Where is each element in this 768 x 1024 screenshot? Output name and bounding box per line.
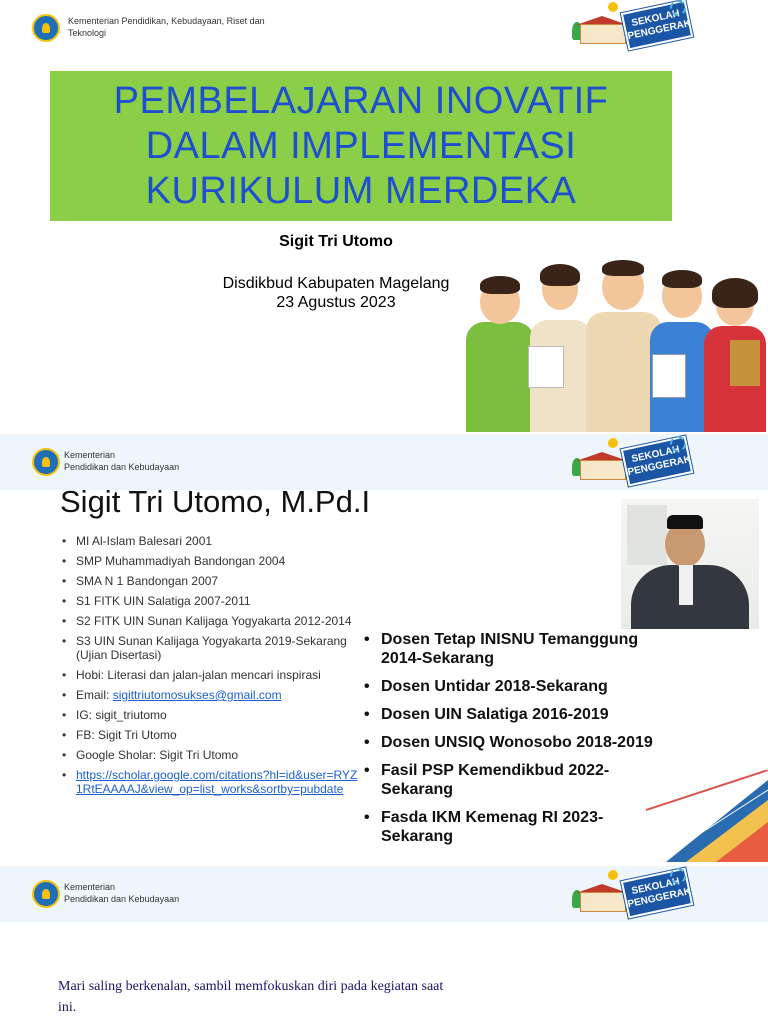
list-item: • FB: Sigit Tri Utomo bbox=[62, 728, 362, 742]
email-link[interactable]: sigittriutomosukses@gmail.com bbox=[112, 688, 282, 702]
ministry-name bbox=[64, 449, 179, 473]
list-item: • MI Al-Islam Balesari 2001 bbox=[62, 534, 362, 548]
list-item: • IG: sigit_triutomo bbox=[62, 708, 362, 722]
school-building-icon bbox=[580, 24, 626, 44]
profile-photo bbox=[621, 499, 759, 629]
list-item: • Fasil PSP Kemendikbud 2022-Sekarang bbox=[364, 761, 664, 799]
slide-profile bbox=[0, 434, 768, 862]
ministry-name bbox=[64, 881, 179, 905]
corner-decoration bbox=[646, 770, 768, 862]
sekolah-penggerak-badge bbox=[572, 0, 692, 54]
title-line: DALAM IMPLEMENTASI bbox=[145, 125, 577, 167]
scholar-link[interactable]: https://scholar.google.com/citations?hl=id&user=RYZ1RtEAAAAJ&view_op=list_works&sortby=pubdate bbox=[76, 768, 358, 796]
list-item: • S2 FITK UIN Sunan Kalijaga Yogyakarta 2012-2014 bbox=[62, 614, 362, 628]
badge-label: SEKOLAH PENGGERAK bbox=[621, 0, 693, 50]
gear-icon bbox=[670, 0, 686, 16]
profile-education-list bbox=[62, 534, 362, 802]
title-line: PEMBELAJARAN INOVATIF bbox=[113, 80, 609, 122]
school-building-icon bbox=[580, 892, 626, 912]
list-item: • Dosen UNSIQ Wonosobo 2018-2019 bbox=[364, 733, 664, 752]
sekolah-penggerak-badge bbox=[572, 436, 692, 490]
ministry-logo-box bbox=[24, 6, 290, 50]
profile-heading: Sigit Tri Utomo, M.Pd.I bbox=[60, 484, 371, 519]
list-item: • S3 UIN Sunan Kalijaga Yogyakarta 2019-Sekarang (Ujian Disertasi) bbox=[62, 634, 362, 662]
sekolah-penggerak-badge bbox=[572, 868, 692, 922]
ministry-line: Pendidikan dan Kebudayaan bbox=[64, 894, 180, 904]
tut-wuri-handayani-logo-icon bbox=[32, 880, 60, 908]
intro-text: Mari saling berkenalan, sambil memfokuskan diri pada kegiatan saat ini. bbox=[58, 979, 444, 1015]
tut-wuri-handayani-logo-icon bbox=[32, 448, 60, 476]
teacher-figure bbox=[702, 276, 768, 432]
list-item: • Fasda IKM Kemenag RI 2023-Sekarang bbox=[364, 808, 664, 846]
title-box bbox=[50, 71, 672, 221]
badge-label: SEKOLAH PENGGERAK bbox=[621, 436, 693, 487]
ministry-line: Kementerian bbox=[64, 882, 116, 892]
sun-icon bbox=[608, 438, 618, 448]
title-line: KURIKULUM MERDEKA bbox=[145, 170, 577, 212]
organization: Disdikbud Kabupaten Magelang bbox=[222, 275, 450, 292]
list-item: • Dosen Tetap INISNU Temanggung 2014-Sekarang bbox=[364, 630, 664, 668]
list-item: • Dosen Untidar 2018-Sekarang bbox=[364, 677, 664, 696]
sun-icon bbox=[608, 2, 618, 12]
slide-title bbox=[0, 0, 768, 432]
list-item-scholar-url bbox=[62, 768, 362, 796]
ministry-name: Kementerian Pendidikan, Kebudayaan, Riset dan Teknologi bbox=[68, 16, 265, 38]
list-item: • SMA N 1 Bandongan 2007 bbox=[62, 574, 362, 588]
list-item-email bbox=[62, 688, 362, 702]
list-item: • S1 FITK UIN Salatiga 2007-2011 bbox=[62, 594, 362, 608]
teacher-figure bbox=[462, 272, 538, 432]
teachers-illustration bbox=[462, 258, 768, 432]
gear-icon bbox=[670, 436, 686, 452]
email-label: Email: bbox=[76, 688, 113, 702]
profile-positions-list bbox=[364, 630, 664, 855]
list-item: • SMP Muhammadiyah Bandongan 2004 bbox=[62, 554, 362, 568]
sun-icon bbox=[608, 870, 618, 880]
list-item: • Dosen UIN Salatiga 2016-2019 bbox=[364, 705, 664, 724]
slide-introduction bbox=[0, 866, 768, 1024]
ministry-line: Pendidikan dan Kebudayaan bbox=[64, 462, 180, 472]
list-item: • Google Sholar: Sigit Tri Utomo bbox=[62, 748, 362, 762]
presenter-name: Sigit Tri Utomo bbox=[279, 233, 393, 250]
badge-label: SEKOLAH PENGGERAK bbox=[621, 868, 693, 919]
tut-wuri-handayani-logo-icon bbox=[32, 14, 60, 42]
ministry-line: Kementerian bbox=[64, 450, 116, 460]
event-date: 23 Agustus 2023 bbox=[276, 294, 396, 311]
school-building-icon bbox=[580, 460, 626, 480]
list-item: • Hobi: Literasi dan jalan-jalan mencari inspirasi bbox=[62, 668, 362, 682]
gear-icon bbox=[670, 868, 686, 884]
